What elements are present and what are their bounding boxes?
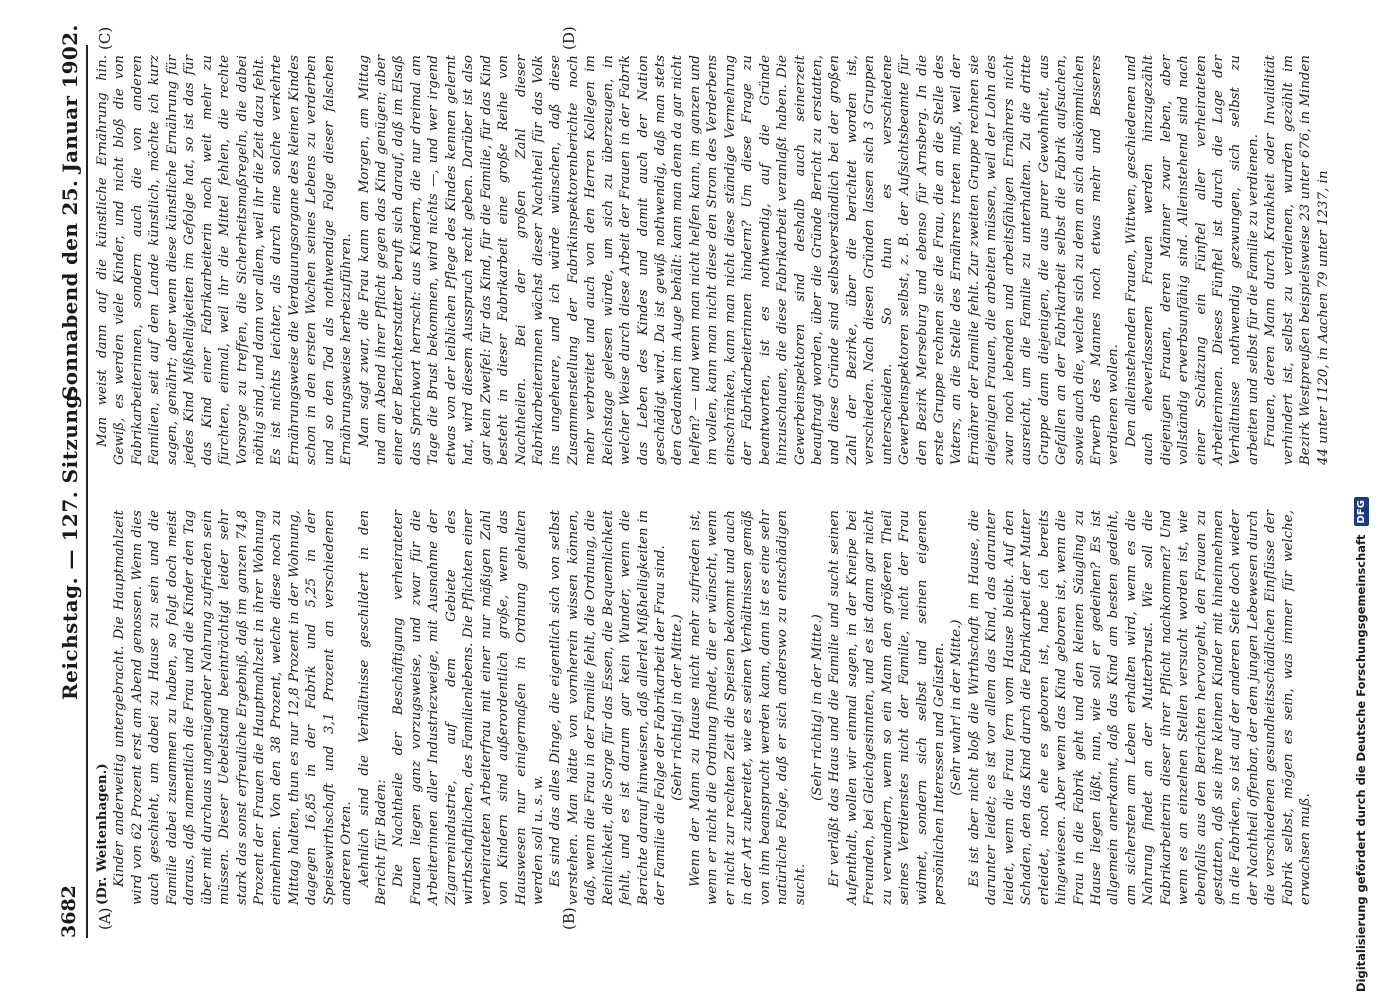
session-title: Reichstag. — 127. Sitzung. <box>58 386 82 700</box>
paragraph: Die Nachtheile der Beschäftigung verheirateter Frauen liegen ganz vorzugsweise, und zwar für die Arbeiterinnen aller Industriezweige, mit Ausnahme der Zigarrenindustrie, auf dem Gebiete des wirthschaftlichen, des Familienlebens. Die Pflichten einer verheirateten Arbeiterfrau mit einer nur mäßigen Zahl von Kindern sind außerordentlich große, wenn das Hauswesen nur einigermaßen in Ordnung gehalten werden soll u. s. w. <box>391 510 546 905</box>
interjection: (Sehr richtig! in der Mitte.) <box>670 614 686 801</box>
left-column <box>94 510 1315 905</box>
paragraph: Es sind das alles Dinge, die eigentlich sich von selbst verstehen. Man hätte von vornherein wissen können, daß, wenn die Frau in der Familie fehlt, die Ordnung, die Reinlichkeit, die Sorge für das Essen, die Bequemlichkeit fehlt, und es ist darum gar kein Wunder, wenn die Berichte darauf hinweisen, daß allerlei Mißhelligkeiten in der Familie die Folge der Fabrikarbeit der Frau sind. <box>548 510 668 905</box>
paragraph: Frauen, deren Mann durch Krankheit oder Invalidität verhindert ist, selbst zu verdienen, wurden gezählt im Bezirk Westpreußen beispielsweise 23 unter 676, in Minden 44 unter 1120, in Aachen 79 unter 1237, in <box>1263 55 1331 465</box>
session-date: Sonnabend den 25. Januar 1902. <box>58 24 82 400</box>
paragraph: Wenn der Mann zu Hause nicht mehr zufrieden ist, wenn er nicht die Ordnung findet, die er wünscht, wenn er nicht zur rechten Zeit die Speisen bekommt und auch in der Art zubereitet, wie es seinen Verhältnissen gemäß von ihm beansprucht werden kann, dann ist es eine sehr natürliche Folge, daß er sich anderswo zu entschädigen sucht. <box>687 510 808 905</box>
paragraph: Er verläßt das Haus und die Familie und sucht seinen Aufenthalt, wollen wir einmal sagen, in der Kneipe bei Freunden, bei Gleichgesinnten, und es ist dann gar nicht zu verwundern, wenn so ein Mann den größeren Theil seines Verdienstes nicht der Familie, nicht der Frau widmet, sondern sich selbst und seinen eigenen persönlichen Interessen und Gelüsten. <box>827 510 947 905</box>
margin-letter-c: (C) <box>96 26 114 50</box>
paragraph: Man sagt zwar, die Frau kann am Morgen, am Mittag und am Abend ihrer Pflicht gegen das Kind genügen; aber einer der Berichterstatter beruft sich darauf, daß im Elsaß das Sprichwort herrscht: aus Kindern, die nur dreimal am Tage die Brust bekommen, wird nichts —, und wer irgend etwas von der leiblichen Pflege des Kindes kennen gelernt hat, wird diesem Ausspruch recht geben. Darüber ist also gar kein Zweifel: für das Kind, für die Familie, für das Kind besteht in dieser Fabrikarbeit eine große Reihe von Nachtheilen. Bei der großen Zahl dieser Fabrikarbeiterinnen wächst dieser Nachtheil für das Volk ins ungeheure, und ich würde wünschen, daß diese Zusammenstellung der Fabrikinspektorenberichte noch mehr verbreitet und auch von den Herren Kollegen im Reichstage gelesen würde, um sich zu überzeugen, in welcher Weise durch diese Arbeit der Frauen in der Fabrik das Leben des Kindes und damit auch der Nation geschädigt wird. Da ist gewiß nothwendig, daß man stets den Gedanken im Auge behält: kann man denn da gar nicht helfen? — und wenn man nicht helfen kann, im ganzen und im vollen, kann man nicht diese den Strom des Verderbens einschränken, kann man nicht diese ständige Vermehrung der Fabrikarbeiterinnen hindern? Um diese Frage zu beantworten, ist es nothwendig, auf die Gründe hinzuschauen, die diese Fabrikarbeit veranlaßt haben. Die Gewerbeinspektoren sind deshalb auch seinerzeit beauftragt worden, über die Gründe Bericht zu erstatten, und diese Gründe sind selbstverständlich bei der großen Zahl der Bezirke, über die berichtet worden ist, verschieden. Nach diesen Gründen lassen sich 3 Gruppen unterscheiden. So thun es verschiedene Gewerbeinspektoren selbst, z. B. der Aufsichtsbeamte für den Bezirk Merseburg und ebenso für Arnsberg. In die erste Gruppe rechnen sie die Frau, die an die Stelle des Vaters, an die Stelle des Ernährers treten muß, weil der Ernährer der Familie fehlt. Zur zweiten Gruppe rechnen sie diejenigen Frauen, die arbeiten müssen, weil der Lohn des zwar noch lebenden und arbeitsfähigen Ernährers nicht ausreicht, um die Familie zu unterhalten. Zu die dritte Gruppe dann diejenigen, die aus purer Gewohnheit, aus Gefallen an der Fabrikarbeit selbst die Fabrik aufsuchen, sowie auch die, welche sich zu dem an sich auskömmlichen Erwerb des Mannes noch etwas mehr und Besseres verdienen wollen. <box>356 55 1122 465</box>
paragraph: Kinder anderweitig untergebracht. Die Hauptmahlzeit wird von 62 Prozent erst am Abend genossen. Wenn dies auch geschieht, um dabei zu Hause zu sein und die Familie dabei zusammen zu haben, so folgt doch meist daraus, daß namentlich die Frau und die Kinder den Tag über mit durchaus ungenügender Nahrung zufrieden sein müssen. Dieser Uebelstand beeinträchtigt leider sehr stark das sonst erfreuliche Ergebniß, daß im ganzen 74,8 Prozent der Frauen die Hauptmahlzeit in ihrer Wohnung einnehmen. Von den 38 Prozent, welche diese noch zu Mittag halten, thun es nur 12,8 Prozent in der Wohnung, dagegen 16,85 in der Fabrik und 5,25 in der Speisewirthschaft und 3,1 Prozent an verschiedenen anderen Orten. <box>112 510 355 905</box>
speaker-label: (Dr. Weitenhagen.) <box>95 763 110 905</box>
paragraph: Man weist dann auf die künstliche Ernährung hin. Gewiß, es werden viele Kinder, und nicht bloß die von Fabrikarbeiterinnen, sondern auch die von anderen Familien, seit auf dem Lande künstlich, möchte ich kurz sagen, genährt; aber wenn diese künstliche Ernährung für jedes Kind Mißhelligkeiten im Gefolge hat, so ist das für das Kind einer Fabrikarbeiterin noch weit mehr zu fürchten, einmal, weil ihr die Mittel fehlen, die rechte Vorsorge zu treffen, die Sicherheitsmaßregeln, die dabei nöthig sind, und dann vor allem, weil ihr die Zeit dazu fehlt. Es ist nichts leichter, als durch eine solche verkehrte Ernährungsweise die Verdauungsorgane des kleinen Kindes schon in den ersten Wochen seines Lebens zu verderben und so den Tod als nothwendige Folge dieser falschen Ernährungsweise herbeizuführen. <box>95 55 355 465</box>
interjection: (Sehr richtig! in der Mitte.) <box>809 614 825 801</box>
paragraph: Es ist aber nicht bloß die Wirthschaft im Hause, die darunter leidet; es ist vor allem das Kind, das darunter leidet, wenn die Frau fern vom Hause bleibt. Auf den Schaden, den das Kind durch die Fabrikarbeit der Mutter erleidet, noch ehe es geboren ist, habe ich bereits hingewiesen. Aber wenn das Kind geboren ist, wenn die Frau in die Fabrik geht und den kleinen Säugling zu Hause liegen läßt, nun, wie soll er gedeihen? Es ist allgemein anerkannt, daß das Kind am besten gedeiht, am sichersten am Leben erhalten wird, wenn es die Nahrung findet an der Mutterbrust. Wie soll die Fabrikarbeiterin dieser ihrer Pflicht nachkommen? Und wenn es an einzelnen Stellen versucht worden ist, wie ebenfalls aus den Berichten hervorgeht, den Frauen zu gestatten, daß sie ihre kleinen Kinder mit hineinnehmen in die Fabriken, so ist auf der anderen Seite doch wieder der Nachtheil offenbar, der dem jungen Lebewesen durch die verschiedenen gesundheitsschädlichen Einflüsse der Fabrik selbst, mögen es sein, was immer für welche, erwachsen muß. <box>966 510 1314 905</box>
digitization-footer <box>1348 2 1374 992</box>
paragraph: Aehnlich sind die Verhältnisse geschildert in den Bericht für Baden: <box>356 510 389 905</box>
digitization-note: Digitalisierung gefördert durch die Deutsche Forschungsgemeinschaft <box>1354 534 1368 992</box>
header-rule <box>86 45 88 938</box>
interjection: (Sehr wahr! in der Mitte.) <box>949 619 965 796</box>
paragraph: Den alleinstehenden Frauen, Wittwen, geschiedenen und auch eheverlassenen Frauen werden hinzugezählt diejenigen Frauen, deren Männer zwar leben, aber vollständig erwerbsunfähig sind. Alleinstehend sind nach einer Schätzung ein Fünftel aller verheirateten Arbeiterinnen. Dieses Fünftel ist durch die Lage der Verhältnisse nothwendig gezwungen, sich selbst zu arbeiten und selbst für die Familie zu verdienen. <box>1123 55 1261 465</box>
dfg-logo: DFG <box>1354 497 1369 526</box>
right-column <box>94 55 1332 465</box>
margin-letter-d: (D) <box>560 26 578 50</box>
page-number: 3682 <box>58 885 80 938</box>
margin-letter-a: (A) <box>96 907 114 930</box>
margin-letter-b: (B) <box>560 907 578 930</box>
